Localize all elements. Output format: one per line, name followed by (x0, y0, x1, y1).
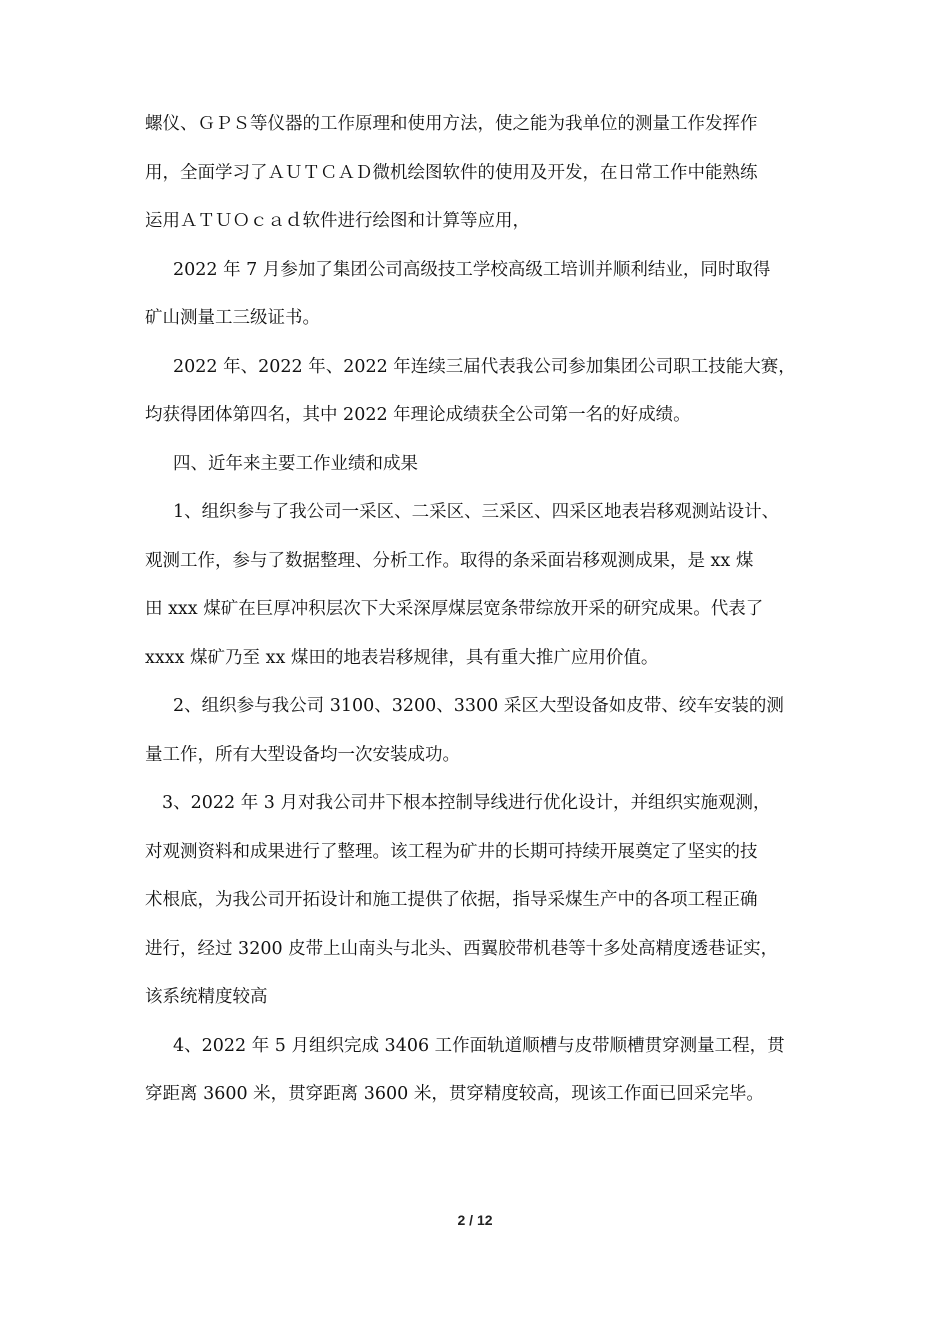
page-number: 2 / 12 (457, 1212, 493, 1228)
section-heading (145, 440, 807, 489)
text-line: 3、2022 年 3 月对我公司井下根本控制导线进行优化设计，并组织实施观测， (162, 793, 771, 813)
text-line: 术根底，为我公司开拓设计和施工提供了依据，指导采煤生产中的各项工程正确 (145, 890, 758, 910)
text-line: 穿距离 3600 米，贯穿距离 3600 米，贯穿精度较高，现该工作面已回采完毕。 (145, 1084, 764, 1104)
text-line: 量工作，所有大型设备均一次安装成功。 (145, 744, 460, 765)
document-body (145, 100, 807, 1119)
text-line: 2、组织参与我公司 3100、3200、3300 采区大型设备如皮带、绞车安装的测 (173, 696, 784, 716)
text-line: 该系统精度较高 (145, 987, 268, 1007)
paragraph-competition (145, 343, 807, 440)
text-line: 2022 年、2022 年、2022 年连续三届代表我公司参加集团公司职工技能大赛， (173, 356, 796, 377)
text-line: xxxx 煤矿乃至 xx 煤田的地表岩移规律，具有重大推广应用价值。 (145, 647, 659, 668)
text-line: 对观测资料和成果进行了整理。该工程为矿井的长期可持续开展奠定了坚实的技 (145, 841, 758, 862)
paragraph-training (145, 246, 807, 343)
text-line: 四、近年来主要工作业绩和成果 (173, 453, 418, 474)
text-line: 矿山测量工三级证书。 (145, 308, 320, 328)
text-line: 均获得团体第四名，其中 2022 年理论成绩获全公司第一名的好成绩。 (145, 405, 691, 425)
text-line: 田 xxx 煤矿在巨厚冲积层次下大采深厚煤层宽条带综放开采的研究成果。代表了 (145, 599, 764, 619)
text-line: 螺仪、ＧＰＳ等仪器的工作原理和使用方法，使之能为我单位的测量工作发挥作 (145, 114, 758, 134)
paragraph-item-2 (145, 682, 807, 779)
paragraph-item-3 (145, 779, 807, 1022)
text-line: 1、组织参与了我公司一采区、二采区、三采区、四采区地表岩移观测站设计、 (173, 502, 780, 522)
text-line: 4、2022 年 5 月组织完成 3406 工作面轨道顺槽与皮带顺槽贯穿测量工程，贯 (173, 1035, 785, 1056)
text-line: 进行，经过 3200 皮带上山南头与北头、西翼胶带机巷等十多处高精度透巷证实， (145, 938, 779, 959)
text-line: 用，全面学习了ＡＵＴＣＡＤ微机绘图软件的使用及开发，在日常工作中能熟练 (145, 162, 758, 183)
text-line: 2022 年 7 月参加了集团公司高级技工学校高级工培训并顺利结业，同时取得 (173, 259, 771, 280)
text-line: 观测工作，参与了数据整理、分析工作。取得的条采面岩移观测成果，是 xx 煤 (145, 550, 754, 571)
paragraph-item-1 (145, 488, 807, 682)
text-line: 运用ＡＴＵＯｃａｄ软件进行绘图和计算等应用， (145, 211, 530, 231)
paragraph-item-4 (145, 1022, 807, 1119)
paragraph-instruments (145, 100, 807, 246)
